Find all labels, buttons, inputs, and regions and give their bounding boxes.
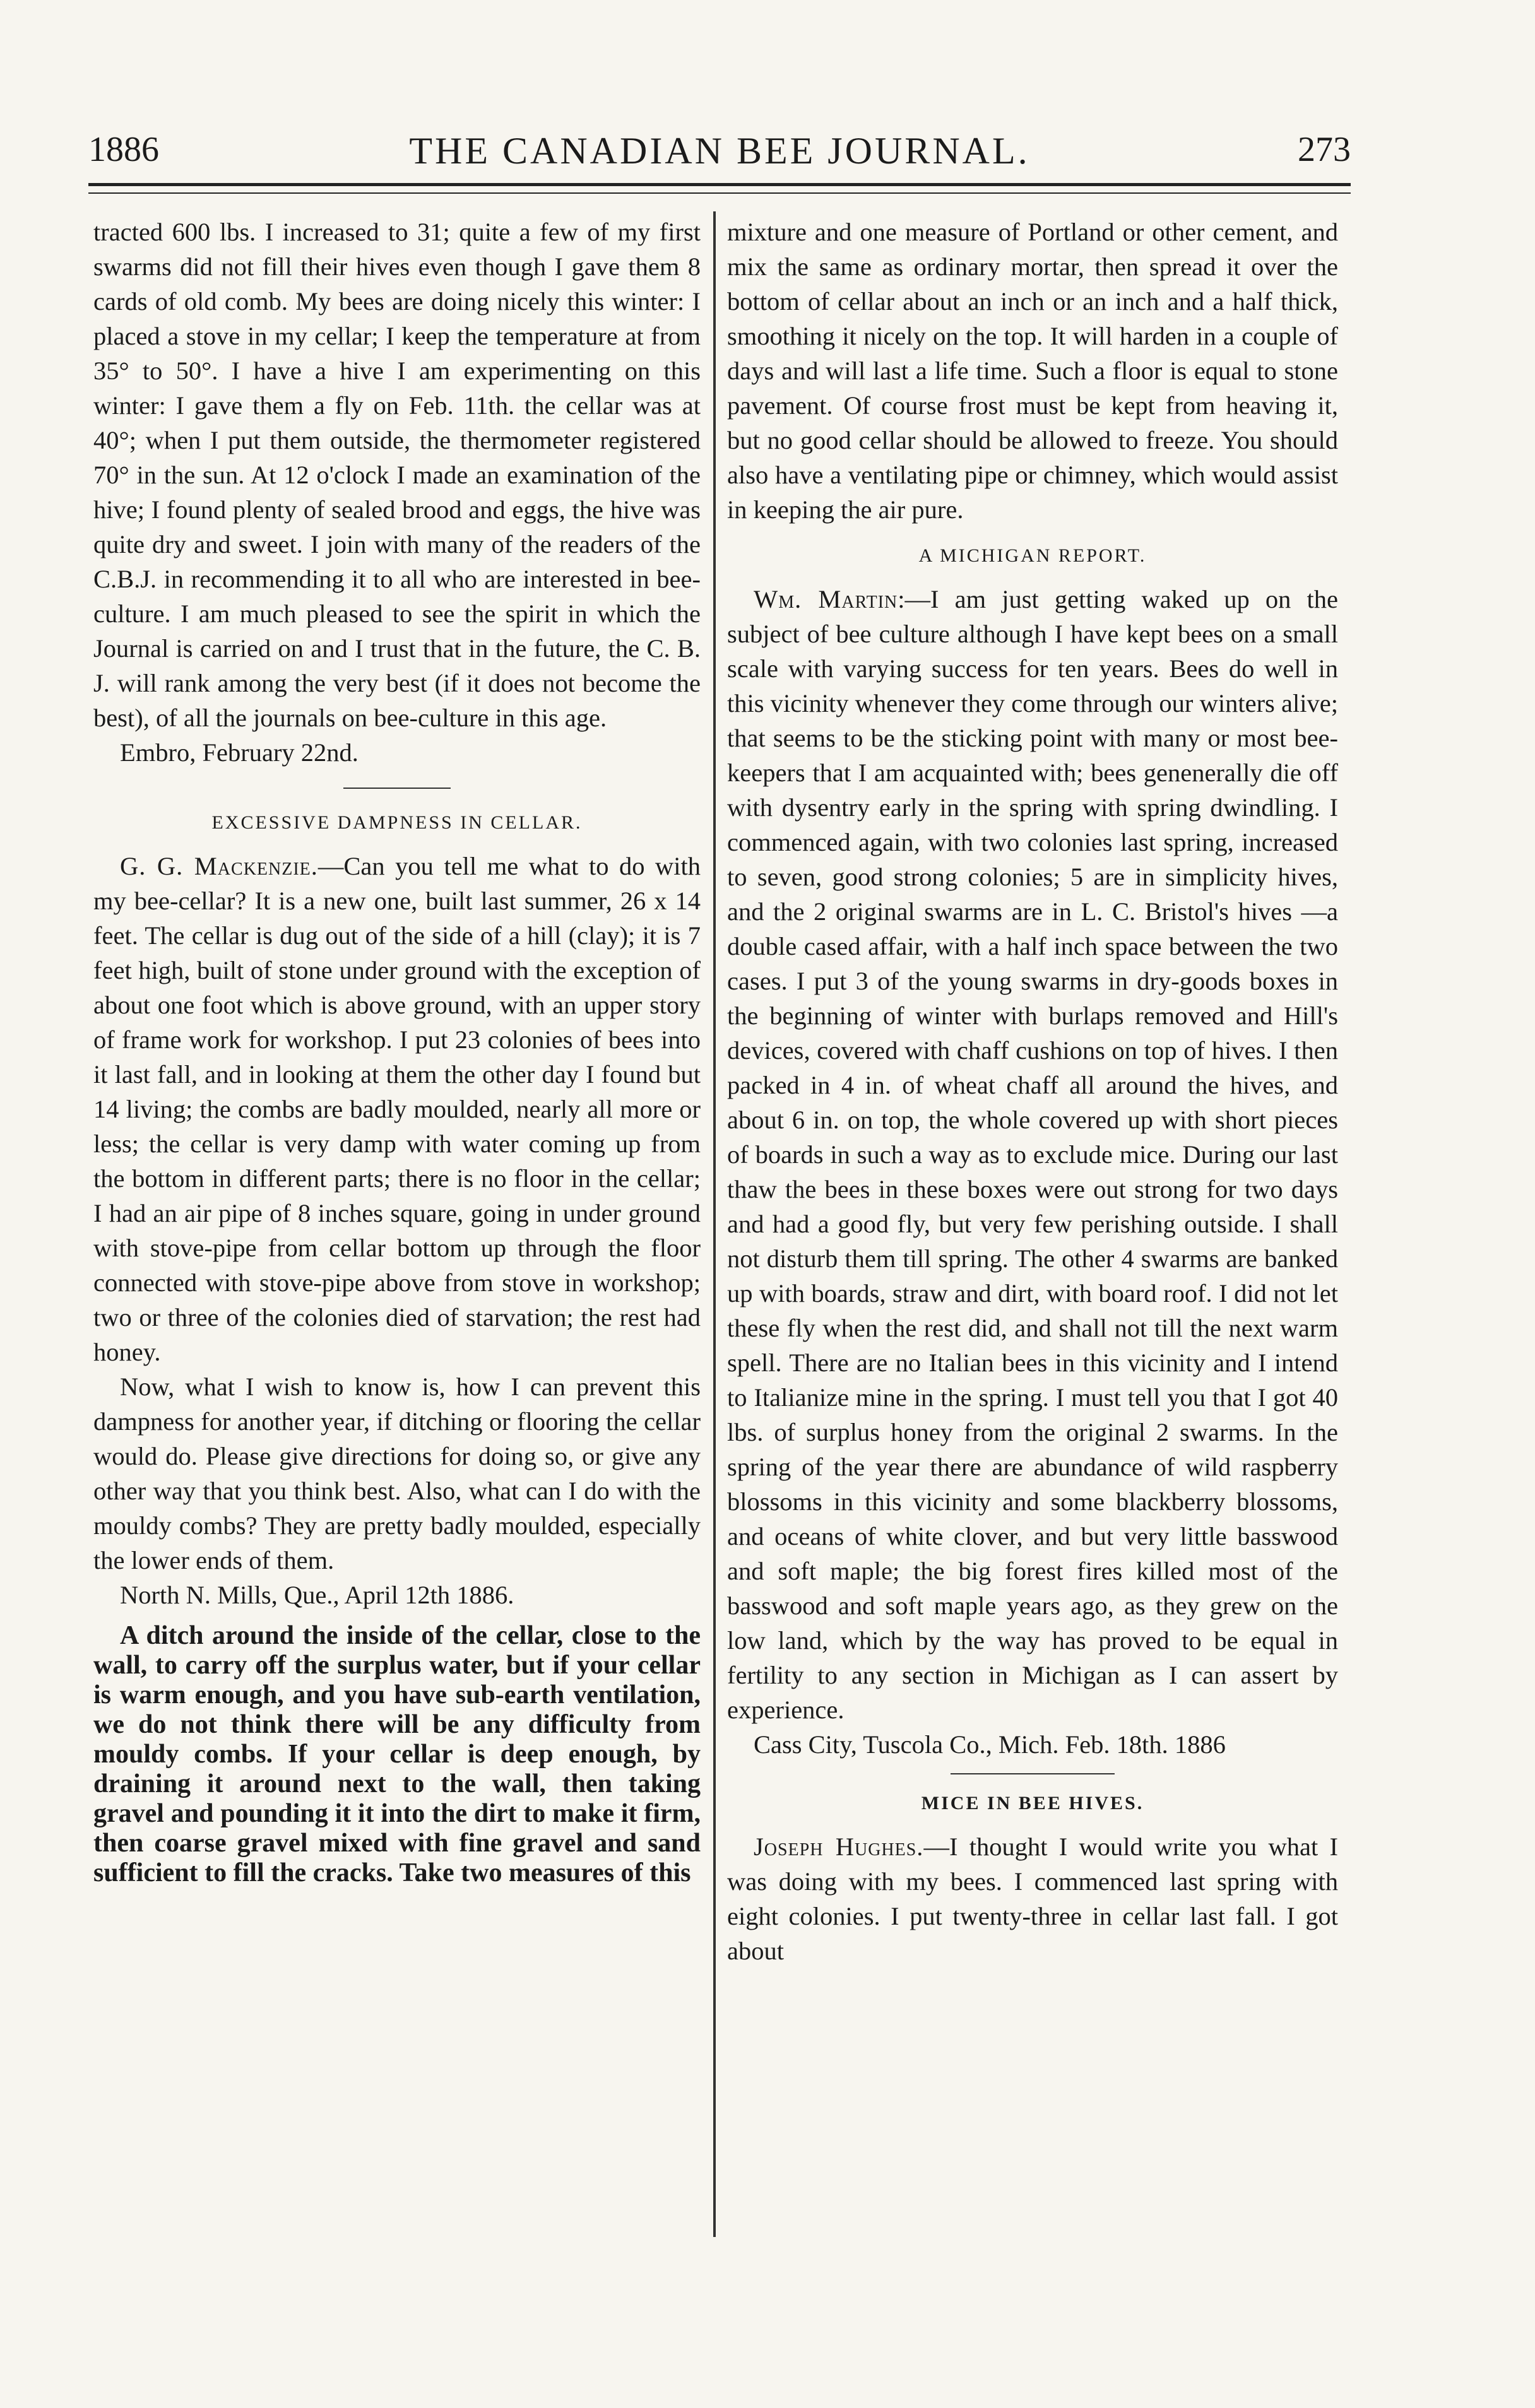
- page-number: 273: [1298, 130, 1351, 169]
- mice-letter: [727, 1829, 1338, 1968]
- author-name: Joseph Hughes.: [754, 1833, 924, 1861]
- header-year: 1886: [88, 130, 159, 169]
- reply-continuation: mixture and one measure of Portland or other cement, and mix the same as ordinary mortar, then spread it over the bottom of cellar about an inch or an inch and a half thick, smoothing it nicely on the top. It will harden in a couple of days and will last a life time. Such a floor is equal to stone pavement. Of course frost must be kept from heaving it, but no good cellar should be allowed to freeze. You should also have a ventilating pipe or chimney, which would assist in keeping the air pure.: [727, 218, 1338, 524]
- dampness-signature: North N. Mills, Que., April 12th 1886.: [120, 1581, 514, 1609]
- dampness-question: Now, what I wish to know is, how I can prevent this dampness for another year, if ditching or flooring the cellar would do. Please give directions for doing so, or give any other way that you think best. Also, what can I do with the mouldy combs? They are pretty badly moulded, especially the lower ends of them.: [93, 1372, 701, 1574]
- mice-letter-body: —I thought I would write you what I was doing with my bees. I commenced last spring with eight colonies. I put twenty-three in cellar last fall. I got about: [727, 1833, 1338, 1965]
- section-divider: [951, 1773, 1115, 1774]
- michigan-report-body: :—I am just getting waked up on the subject of bee culture although I have kept bees on a small scale with varying success for ten years. Bees do well in this vicinity whenever they come through our winters alive; that seems to be the sticking point with many or most bee-keepers that I am acquainted with; bees genenerally die off with dysentry early in the spring with spring dwindling. I commenced again, with two colonies last spring, increased to seven, good strong colonies; 5 are in simplicity hives, and the 2 original swarms are in L. C. Bristol's hives —a double cased affair, with a half inch space between the two cases. I put 3 of the young swarms in dry-goods boxes in the beginning of winter with burlaps removed and Hill's devices, covered with chaff cushions on top of hives. I then packed in 4 in. of wheat chaff all around the hives, and about 6 in. on top, the whole covered up with short pieces of boards in such a way as to exclude mice. During our last thaw the bees in these boxes were out strong for two days and had a good fly, but very few perishing outside. I shall not disturb them till spring. The other 4 swarms are banked up with boards, straw and dirt, with board roof. I did not let these fly when the rest did, and shall not till the next warm spell. There are no Italian bees in this vicinity and I intend to Italianize mine in the spring. I must tell you that I got 40 lbs. of surplus honey from the original 2 swarms. In the spring of the year there are abundance of wild raspberry blossoms in this vicinity and some blackberry blossoms, and oceans of white clover, and but very little basswood and soft maple; the big forest fires killed most of the basswood and soft maple years ago, as they grew on the low land, which by the way has proved to be equal in fertility to any section in Michigan as I can assert by experience.: [727, 585, 1338, 1724]
- header-rule-thin: [88, 192, 1351, 194]
- author-name: G. G. Mackenzie.: [120, 852, 318, 880]
- michigan-signature: Cass City, Tuscola Co., Mich. Feb. 18th. 1886: [754, 1730, 1226, 1759]
- author-name: Wm. Martin: [754, 585, 898, 613]
- column-separator: [713, 211, 716, 2237]
- left-column: [93, 215, 701, 1888]
- section-heading-dampness: EXCESSIVE DAMPNESS IN CELLAR.: [211, 812, 583, 833]
- editor-reply: A ditch around the inside of the cellar, close to the wall, to carry off the surplus water, but if your cellar is warm enough, and you have sub-earth ventilation, we do not think there will be any difficulty from mouldy combs. If your cellar is deep enough, by draining it around next to the wall, then taking gravel and pounding it it into the dirt to make it firm, then coarse gravel mixed with fine gravel and sand sufficient to fill the cracks. Take two measures of this: [93, 1621, 701, 1887]
- journal-title: THE CANADIAN BEE JOURNAL.: [409, 130, 1030, 172]
- right-column: [727, 215, 1338, 1968]
- letter-signature: Embro, February 22nd.: [120, 738, 359, 767]
- section-heading-michigan: A MICHIGAN REPORT.: [918, 545, 1147, 566]
- page-header: [88, 123, 1351, 180]
- letter-continuation: tracted 600 lbs. I increased to 31; quite a few of my first swarms did not fill their hives even though I gave them 8 cards of old comb. My bees are doing nicely this winter: I placed a stove in my cellar; I keep the temperature at from 35° to 50°. I have a hive I am experimenting on this winter: I gave them a fly on Feb. 11th. the cellar was at 40°; when I put them outside, the thermometer registered 70° in the sun. At 12 o'clock I made an examination of the hive; I found plenty of sealed brood and eggs, the hive was quite dry and sweet. I join with many of the readers of the C.B.J. in recommending it to all who are interested in bee-culture. I am much pleased to see the spirit in which the Journal is carried on and I trust that in the future, the C. B. J. will rank among the very best (if it does not become the best), of all the journals on bee-culture in this age.: [93, 218, 701, 732]
- section-heading-mice: MICE IN BEE HIVES.: [921, 1793, 1144, 1814]
- section-divider: [343, 788, 451, 789]
- dampness-letter: [93, 849, 701, 1369]
- michigan-report: [727, 582, 1338, 1727]
- header-rule-thick: [88, 183, 1351, 186]
- dampness-letter-body: —Can you tell me what to do with my bee-cellar? It is a new one, built last summer, 26 x 14 feet. The cellar is dug out of the side of a hill (clay); it is 7 feet high, built of stone under ground with the exception of about one foot which is above ground, with an upper story of frame work for workshop. I put 23 colonies of bees into it last fall, and in looking at them the other day I found but 14 living; the combs are badly moulded, nearly all more or less; the cellar is very damp with water coming up from the bottom in different parts; there is no floor in the cellar; I had an air pipe of 8 inches square, going in under ground with stove-pipe from cellar bottom up through the floor connected with stove-pipe above from stove in workshop; two or three of the colonies died of starvation; the rest had honey.: [93, 852, 701, 1366]
